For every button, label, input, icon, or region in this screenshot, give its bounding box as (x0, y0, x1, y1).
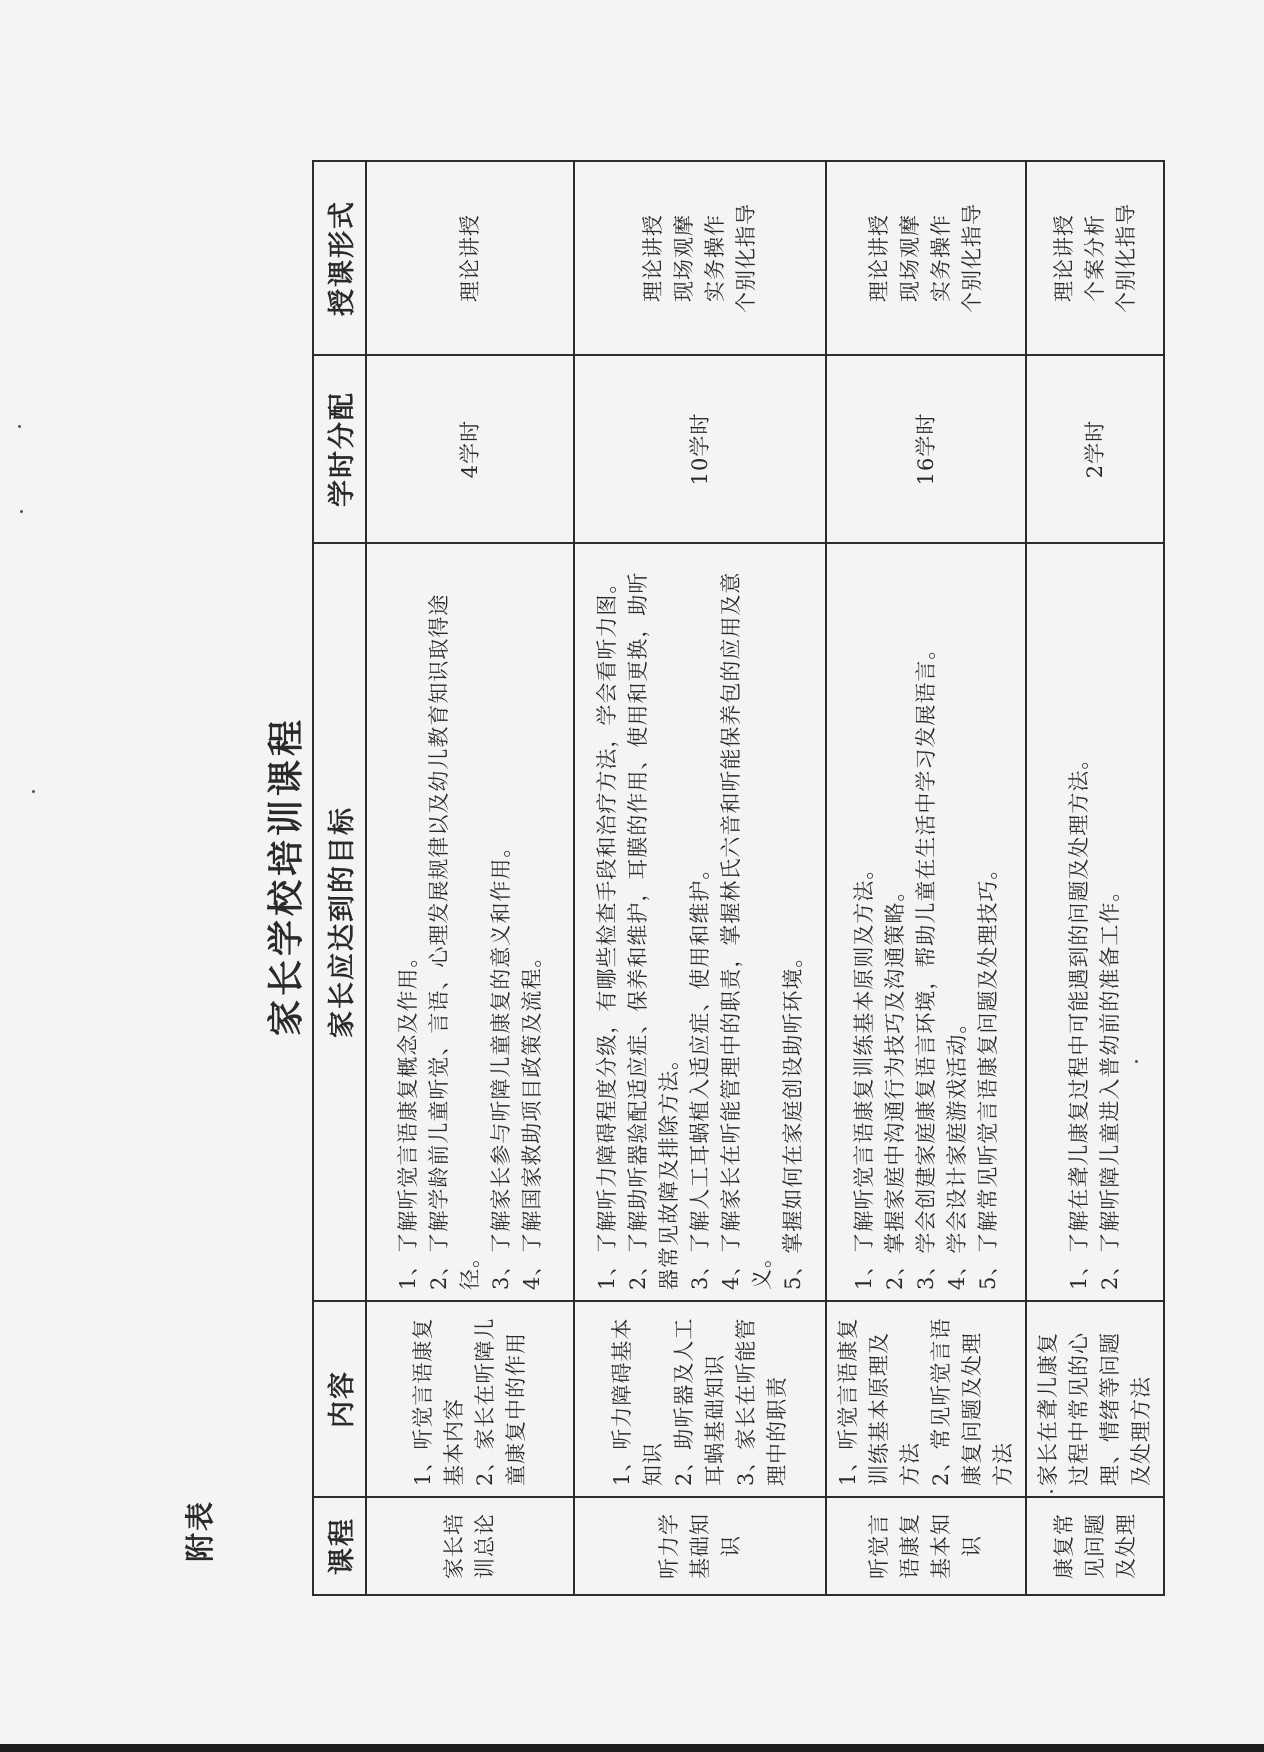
content-item: 1、听力障碍基本知识 (610, 1317, 665, 1486)
scan-bottom-edge (0, 1744, 1264, 1752)
goal-item: 1、了解听觉言语康复训练基本原则及方法。 (851, 857, 876, 1290)
course-cell: 听觉言语康复基本知识 (826, 1497, 1026, 1595)
content-cell (366, 1301, 574, 1497)
method-cell (826, 161, 1026, 355)
goals-cell (366, 543, 574, 1301)
goal-item: 1、了解听觉言语康复概念及作用。 (395, 945, 420, 1290)
header-goals: 家长应达到的目标 (313, 543, 366, 1301)
method-item: 现场观摩 (898, 214, 922, 302)
page-title: 家长学校培训课程 (265, 716, 307, 1037)
header-method: 授课形式 (313, 161, 366, 355)
goal-item: 5、了解常见听觉言语康复问题及处理技巧。 (975, 857, 1000, 1290)
header-course: 课程 (313, 1497, 366, 1595)
goal-item: 2、了解学龄前儿童听觉、言语、心理发展规律以及幼儿教育知识取得途径。 (426, 593, 482, 1290)
content-cell (826, 1301, 1026, 1497)
header-content: 内容 (313, 1301, 366, 1497)
table-row (366, 161, 574, 1595)
header-hours: 学时分配 (313, 355, 366, 543)
content-item: 家长在聋儿康复过程中常见的心理、情绪等问题及处理方法 (1036, 1332, 1153, 1486)
method-cell (1026, 161, 1164, 355)
goals-cell (826, 543, 1026, 1301)
goal-item: 1、了解在聋儿康复过程中可能遇到的问题及处理方法。 (1067, 747, 1091, 1290)
hours-cell: 4学时 (366, 355, 574, 543)
content-item: 2、助听器及人工耳蜗基础知识 (672, 1317, 727, 1486)
method-item: 理论讲授 (641, 214, 665, 302)
goal-item: 1、了解听力障碍程度分级，有哪些检查手段和治疗方法，学会看听力图。 (594, 571, 619, 1290)
course-cell: 听力学基础知识 (574, 1497, 826, 1595)
method-item: 个案分析 (1082, 214, 1107, 302)
method-item: 实务操作 (703, 214, 727, 302)
method-item: 个别化指导 (960, 203, 984, 313)
goal-item: 4、了解国家救助项目政策及流程。 (519, 945, 544, 1290)
table-row (1026, 161, 1164, 1595)
appendix-label: 附表 (183, 1499, 217, 1562)
goals-cell (574, 543, 826, 1301)
method-item: 实务操作 (929, 214, 953, 302)
content-item: 3、家长在听能管理中的职责 (734, 1317, 789, 1486)
method-item: 现场观摩 (672, 214, 696, 302)
goal-item: 4、学会设计家庭游戏活动。 (944, 1011, 969, 1290)
goal-item: 2、了解听障儿童进入普幼前的准备工作。 (1098, 879, 1122, 1290)
table-row (826, 161, 1026, 1595)
goal-item: 3、学会创建家庭康复语言环境，帮助儿童在生活中学习发展语言。 (913, 637, 938, 1290)
hours-cell: 16学时 (826, 355, 1026, 543)
method-item: 个别化指导 (1113, 203, 1138, 313)
goal-item: 3、了解人工耳蜗植入适应症、使用和维护。 (687, 857, 712, 1290)
course-table (312, 160, 1165, 1596)
content-item: 2、家长在听障儿童康复中的作用 (473, 1317, 528, 1486)
content-item: 1、听觉言语康复训练基本原理及方法 (836, 1317, 922, 1486)
method-item: 理论讲授 (867, 214, 891, 302)
content-item: 1、听觉言语康复基本内容 (411, 1317, 466, 1486)
content-cell (1026, 1301, 1164, 1497)
method-cell (366, 161, 574, 355)
goals-cell (1026, 543, 1164, 1301)
content-cell (574, 1301, 826, 1497)
course-cell: 康复常见问题及处理 (1026, 1497, 1164, 1595)
hours-cell: 2学时 (1026, 355, 1164, 543)
goal-item: 4、了解家长在听能管理中的职责，掌握林氏六音和听能保养包的应用及意义。 (718, 571, 774, 1290)
method-cell (574, 161, 826, 355)
method-item: 个别化指导 (734, 203, 758, 313)
hours-cell: 10学时 (574, 355, 826, 543)
method-item: 理论讲授 (457, 214, 482, 302)
goal-item: 2、掌握家庭中沟通行为技巧及沟通策略。 (882, 879, 907, 1290)
goal-item: 3、了解家长参与听障儿童康复的意义和作用。 (488, 835, 513, 1290)
goal-item: 5、掌握如何在家庭创设助听环境。 (780, 945, 805, 1290)
method-item: 理论讲授 (1051, 214, 1076, 302)
table-header-row (313, 161, 366, 1595)
table-row (574, 161, 826, 1595)
goal-item: 2、了解助听器验配适应症、保养和维护，耳膜的作用、使用和更换，助听器常见故障及排除方法。 (625, 571, 681, 1290)
course-cell: 家长培训总论 (366, 1497, 574, 1595)
content-item: 2、常见听觉言语康复问题及处理方法 (929, 1317, 1015, 1486)
